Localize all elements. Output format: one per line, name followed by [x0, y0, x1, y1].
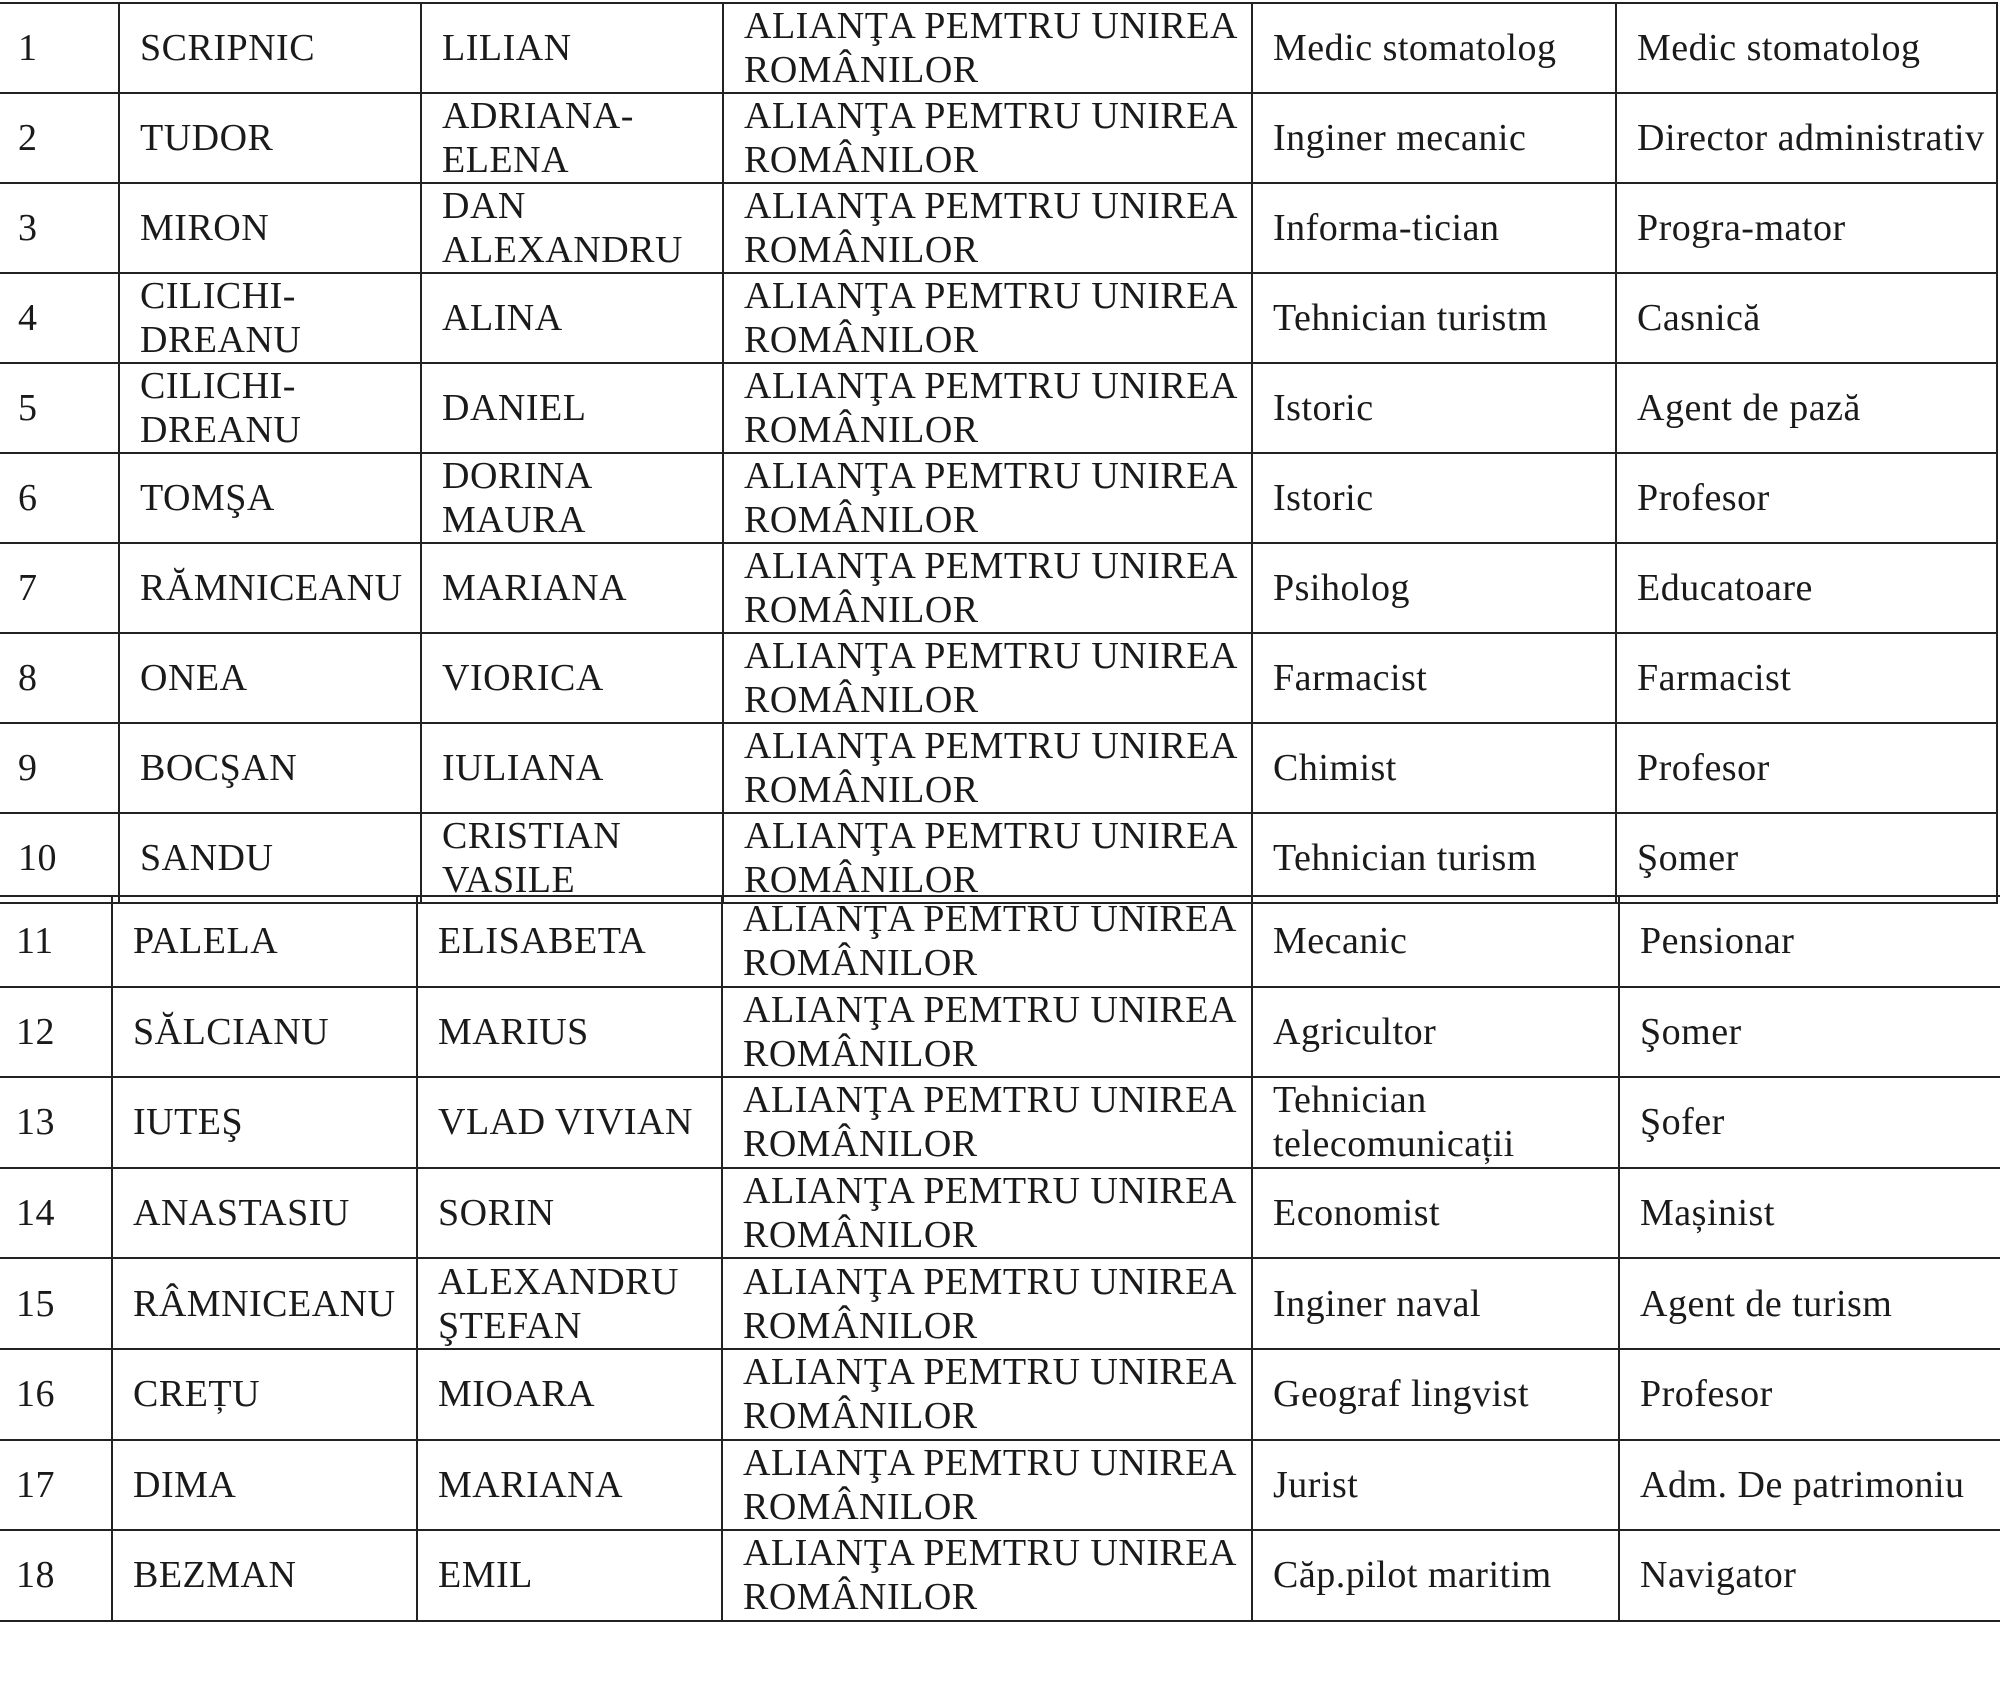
table-row: [0, 183, 1997, 273]
table-row: [0, 1530, 2000, 1621]
occupation-cell: Adm. De patrimoniu: [1619, 1440, 2000, 1531]
profession-cell: Psiholog: [1252, 543, 1616, 633]
candidates-table-part-2: [0, 895, 2000, 1622]
blank-page-margin: [0, 1620, 2000, 1700]
table-row: [0, 1077, 2000, 1168]
party-cell: ALIANŢA PEMTRU UNIREA ROMÂNILOR: [723, 543, 1252, 633]
party-cell: ALIANŢA PEMTRU UNIREA ROMÂNILOR: [723, 363, 1252, 453]
candidates-table-body: [0, 896, 2000, 1621]
occupation-cell: Profesor: [1616, 453, 1997, 543]
row-number-cell: 17: [0, 1440, 112, 1531]
occupation-cell: Director administrativ: [1616, 93, 1997, 183]
first-name-cell: ELISABETA: [417, 896, 722, 987]
row-number-cell: 10: [0, 813, 119, 903]
first-name-cell: MARIUS: [417, 987, 722, 1078]
profession-cell: Chimist: [1252, 723, 1616, 813]
party-cell: ALIANŢA PEMTRU UNIREA ROMÂNILOR: [722, 1077, 1252, 1168]
party-cell: ALIANŢA PEMTRU UNIREA ROMÂNILOR: [722, 1349, 1252, 1440]
profession-cell: Informa-tician: [1252, 183, 1616, 273]
table-row: [0, 3, 1997, 93]
occupation-cell: Mașinist: [1619, 1168, 2000, 1259]
table-row: [0, 453, 1997, 543]
row-number-cell: 15: [0, 1258, 112, 1349]
first-name-cell: EMIL: [417, 1530, 722, 1621]
first-name-cell: CRISTIAN VASILE: [421, 813, 723, 903]
profession-cell: Tehnician turism: [1252, 813, 1616, 903]
party-cell: ALIANŢA PEMTRU UNIREA ROMÂNILOR: [722, 1168, 1252, 1259]
first-name-cell: VIORICA: [421, 633, 723, 723]
party-cell: ALIANŢA PEMTRU UNIREA ROMÂNILOR: [723, 813, 1252, 903]
table-row: [0, 1440, 2000, 1531]
profession-cell: Istoric: [1252, 453, 1616, 543]
surname-cell: CREȚU: [112, 1349, 417, 1440]
row-number-cell: 6: [0, 453, 119, 543]
first-name-cell: DAN ALEXANDRU: [421, 183, 723, 273]
table-row: [0, 896, 2000, 987]
first-name-cell: SORIN: [417, 1168, 722, 1259]
first-name-cell: ADRIANA-ELENA: [421, 93, 723, 183]
profession-cell: Tehnician telecomunicații: [1252, 1077, 1619, 1168]
occupation-cell: Medic stomatolog: [1616, 3, 1997, 93]
row-number-cell: 9: [0, 723, 119, 813]
first-name-cell: DANIEL: [421, 363, 723, 453]
surname-cell: CILICHI-DREANU: [119, 273, 421, 363]
occupation-cell: Şomer: [1619, 987, 2000, 1078]
row-number-cell: 12: [0, 987, 112, 1078]
table-row: [0, 273, 1997, 363]
profession-cell: Medic stomatolog: [1252, 3, 1616, 93]
table-row: [0, 987, 2000, 1078]
surname-cell: BOCŞAN: [119, 723, 421, 813]
row-number-cell: 16: [0, 1349, 112, 1440]
profession-cell: Mecanic: [1252, 896, 1619, 987]
first-name-cell: VLAD VIVIAN: [417, 1077, 722, 1168]
row-number-cell: 7: [0, 543, 119, 633]
occupation-cell: Progra-mator: [1616, 183, 1997, 273]
party-cell: ALIANŢA PEMTRU UNIREA ROMÂNILOR: [722, 1258, 1252, 1349]
profession-cell: Jurist: [1252, 1440, 1619, 1531]
first-name-cell: MIOARA: [417, 1349, 722, 1440]
table-row: [0, 543, 1997, 633]
occupation-cell: Profesor: [1619, 1349, 2000, 1440]
table-row: [0, 93, 1997, 183]
occupation-cell: Agent de pază: [1616, 363, 1997, 453]
row-number-cell: 11: [0, 896, 112, 987]
profession-cell: Farmacist: [1252, 633, 1616, 723]
occupation-cell: Navigator: [1619, 1530, 2000, 1621]
occupation-cell: Profesor: [1616, 723, 1997, 813]
surname-cell: TOMŞA: [119, 453, 421, 543]
party-cell: ALIANŢA PEMTRU UNIREA ROMÂNILOR: [722, 987, 1252, 1078]
party-cell: ALIANŢA PEMTRU UNIREA ROMÂNILOR: [722, 1440, 1252, 1531]
first-name-cell: MARIANA: [421, 543, 723, 633]
profession-cell: Tehnician turistm: [1252, 273, 1616, 363]
surname-cell: CILICHI-DREANU: [119, 363, 421, 453]
surname-cell: RÂMNICEANU: [112, 1258, 417, 1349]
candidates-table-part-1: [0, 2, 1998, 904]
occupation-cell: Casnică: [1616, 273, 1997, 363]
first-name-cell: IULIANA: [421, 723, 723, 813]
surname-cell: DIMA: [112, 1440, 417, 1531]
surname-cell: SĂLCIANU: [112, 987, 417, 1078]
table-row: [0, 363, 1997, 453]
surname-cell: PALELA: [112, 896, 417, 987]
table-row: [0, 723, 1997, 813]
first-name-cell: ALEXANDRU ŞTEFAN: [417, 1258, 722, 1349]
surname-cell: ONEA: [119, 633, 421, 723]
surname-cell: ANASTASIU: [112, 1168, 417, 1259]
surname-cell: SANDU: [119, 813, 421, 903]
row-number-cell: 3: [0, 183, 119, 273]
occupation-cell: Agent de turism: [1619, 1258, 2000, 1349]
row-number-cell: 5: [0, 363, 119, 453]
first-name-cell: LILIAN: [421, 3, 723, 93]
party-cell: ALIANŢA PEMTRU UNIREA ROMÂNILOR: [723, 723, 1252, 813]
surname-cell: RĂMNICEANU: [119, 543, 421, 633]
row-number-cell: 8: [0, 633, 119, 723]
row-number-cell: 2: [0, 93, 119, 183]
table-row: [0, 1349, 2000, 1440]
profession-cell: Istoric: [1252, 363, 1616, 453]
table-row: [0, 813, 1997, 903]
surname-cell: TUDOR: [119, 93, 421, 183]
occupation-cell: Farmacist: [1616, 633, 1997, 723]
party-cell: ALIANŢA PEMTRU UNIREA ROMÂNILOR: [722, 896, 1252, 987]
table-row: [0, 1258, 2000, 1349]
party-cell: ALIANŢA PEMTRU UNIREA ROMÂNILOR: [723, 273, 1252, 363]
party-cell: ALIANŢA PEMTRU UNIREA ROMÂNILOR: [723, 453, 1252, 543]
row-number-cell: 1: [0, 3, 119, 93]
party-cell: ALIANŢA PEMTRU UNIREA ROMÂNILOR: [722, 1530, 1252, 1621]
profession-cell: Inginer naval: [1252, 1258, 1619, 1349]
profession-cell: Economist: [1252, 1168, 1619, 1259]
surname-cell: IUTEŞ: [112, 1077, 417, 1168]
occupation-cell: Şofer: [1619, 1077, 2000, 1168]
row-number-cell: 4: [0, 273, 119, 363]
party-cell: ALIANŢA PEMTRU UNIREA ROMÂNILOR: [723, 633, 1252, 723]
candidates-table-body: [0, 3, 1997, 903]
occupation-cell: Şomer: [1616, 813, 1997, 903]
party-cell: ALIANŢA PEMTRU UNIREA ROMÂNILOR: [723, 93, 1252, 183]
row-number-cell: 14: [0, 1168, 112, 1259]
surname-cell: BEZMAN: [112, 1530, 417, 1621]
profession-cell: Agricultor: [1252, 987, 1619, 1078]
table-row: [0, 633, 1997, 723]
profession-cell: Căp.pilot maritim: [1252, 1530, 1619, 1621]
surname-cell: SCRIPNIC: [119, 3, 421, 93]
surname-cell: MIRON: [119, 183, 421, 273]
row-number-cell: 13: [0, 1077, 112, 1168]
occupation-cell: Educatoare: [1616, 543, 1997, 633]
row-number-cell: 18: [0, 1530, 112, 1621]
table-row: [0, 1168, 2000, 1259]
occupation-cell: Pensionar: [1619, 896, 2000, 987]
first-name-cell: DORINA MAURA: [421, 453, 723, 543]
first-name-cell: ALINA: [421, 273, 723, 363]
party-cell: ALIANŢA PEMTRU UNIREA ROMÂNILOR: [723, 183, 1252, 273]
first-name-cell: MARIANA: [417, 1440, 722, 1531]
profession-cell: Geograf lingvist: [1252, 1349, 1619, 1440]
profession-cell: Inginer mecanic: [1252, 93, 1616, 183]
party-cell: ALIANŢA PEMTRU UNIREA ROMÂNILOR: [723, 3, 1252, 93]
